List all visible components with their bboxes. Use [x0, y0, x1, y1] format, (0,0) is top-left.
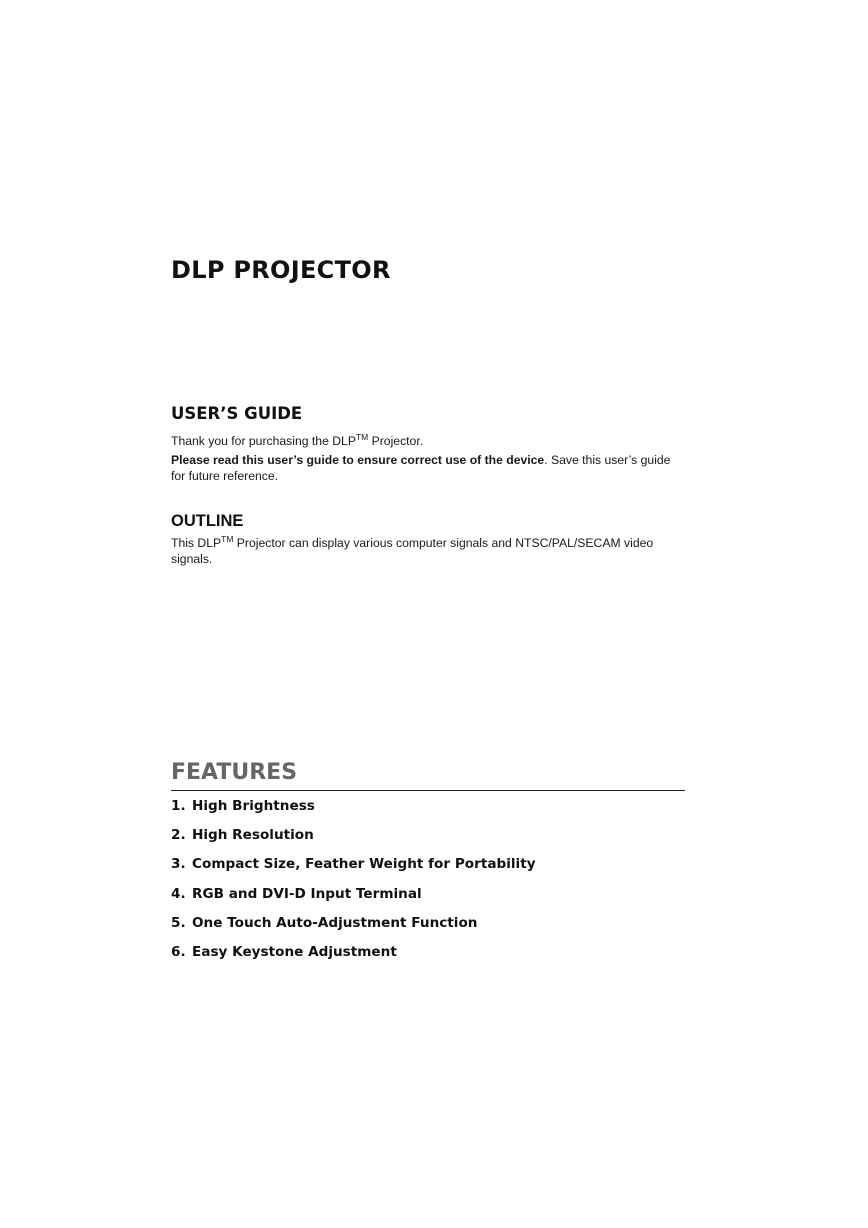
outline-paragraph — [171, 535, 685, 567]
features-section — [171, 758, 685, 972]
feature-number: 5. — [171, 914, 186, 931]
feature-item — [171, 914, 685, 943]
feature-label: High Resolution — [192, 827, 314, 844]
feature-item — [171, 797, 685, 826]
thanks-text-end: Projector. — [368, 434, 424, 448]
feature-number: 6. — [171, 943, 186, 960]
feature-item — [171, 826, 685, 855]
notice-paragraph — [171, 452, 685, 484]
trademark-superscript: TM — [355, 432, 369, 442]
feature-label: High Brightness — [192, 798, 315, 814]
outline-section — [171, 512, 685, 567]
feature-label: One Touch Auto-Adjustment Function — [192, 914, 478, 931]
feature-label: RGB and DVI-D Input Terminal — [192, 885, 422, 902]
users-guide-section — [171, 404, 685, 484]
feature-number: 3. — [171, 856, 186, 873]
outline-heading: OUTLINE — [171, 512, 244, 530]
users-guide-heading: USER’S GUIDE — [171, 404, 303, 423]
notice-text: . Save this user’s guide for future reference. — [171, 453, 671, 483]
feature-label: Easy Keystone Adjustment — [192, 943, 397, 960]
outline-text-end: Projector can display various computer signals and NTSC/PAL/SECAM video signals. — [171, 536, 654, 566]
features-heading: FEATURES — [171, 758, 685, 791]
page-title: DLP PROJECTOR — [171, 256, 391, 284]
trademark-superscript: TM — [221, 534, 234, 544]
feature-number: 2. — [171, 827, 186, 844]
feature-label: Compact Size, Feather Weight for Portability — [192, 856, 536, 873]
feature-item — [171, 855, 685, 884]
feature-list — [171, 797, 685, 972]
thanks-text: Thank you for purchasing the DLP — [171, 434, 356, 448]
thanks-paragraph — [171, 433, 685, 449]
feature-number: 4. — [171, 885, 186, 902]
feature-item — [171, 885, 685, 914]
notice-bold-text: Please read this user’s guide to ensure correct use of the device — [171, 453, 545, 467]
outline-text: This DLP — [171, 536, 222, 550]
feature-item — [171, 943, 685, 972]
feature-number: 1. — [171, 798, 186, 814]
